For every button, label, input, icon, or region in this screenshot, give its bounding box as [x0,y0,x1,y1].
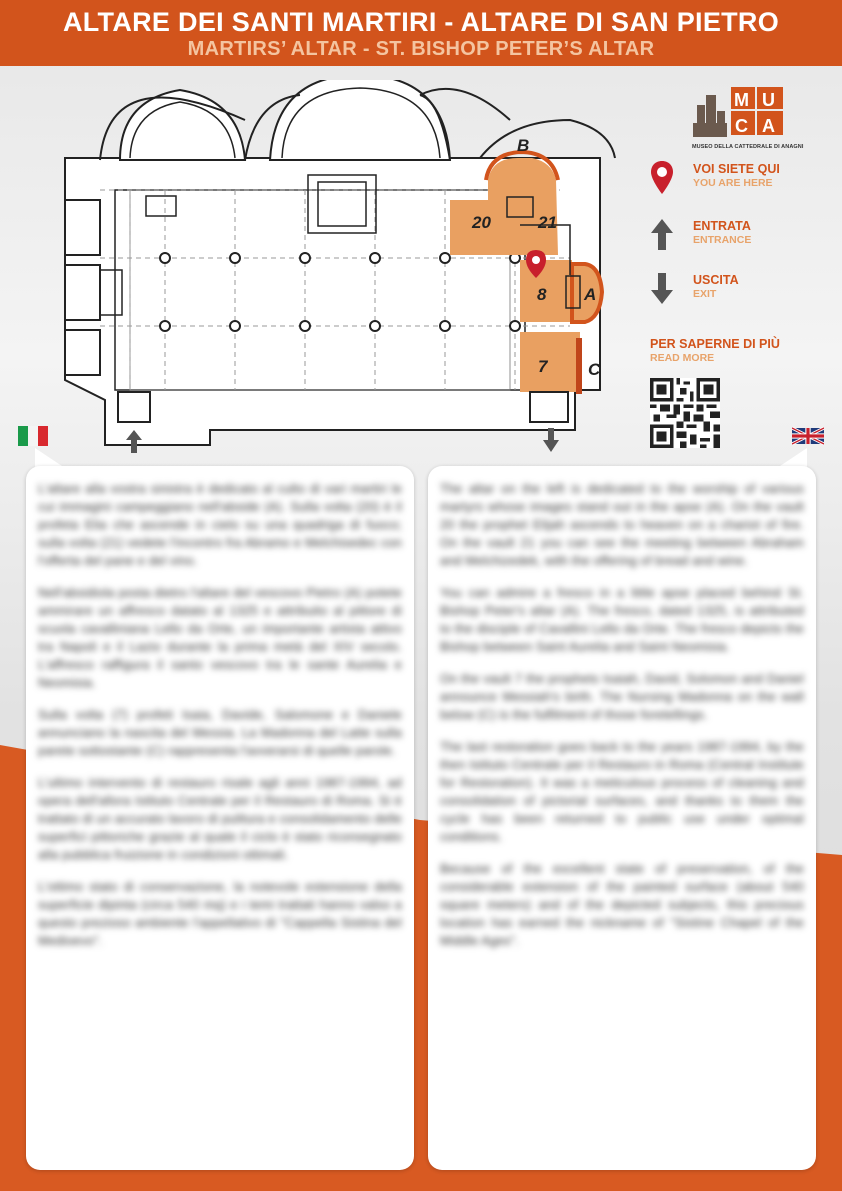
svg-text:U: U [762,90,775,110]
paragraph-it-1: L'altare alla vostra sinistra è dedicato al culto di vari martiri le cui immagini campeggiano nell'abside (A). Sulla volta (20) è il profeta Elia che ascende in cielo su una quadriga di fuoco; sulla volta (21) vedete l'incontro fra Abramo e Melchisedec con l'offerta del pane e del vino. [38,482,402,568]
plan-label-c: C [588,360,601,379]
legend-here-en: YOU ARE HERE [693,177,773,189]
italian-text-panel [26,466,414,1170]
legend-entrance-it: ENTRATA [693,219,751,233]
svg-text:M: M [734,90,749,110]
floor-plan [40,80,650,460]
qr-code[interactable] [650,378,720,448]
italian-flag-icon[interactable] [17,426,49,446]
exit-arrow-icon [543,428,559,452]
paragraph-en-3: On the vault 7 the prophets Isaiah, David, Solomon and Daniel announce Messiah's birth. The Nursing Madonna on the wall below (C) is the fulfilment of those foretellings. [440,672,804,722]
paragraph-it-2: Nell'absidiola posta dietro l'altare del vescovo Pietro (A) potete ammirare un affresco datato al 1325 e attribuito al pittore di scuola cavalliniana Lello da Orte, un importante artista attivo tra Napoli e il Lazio durante la prima metà del XIV secolo. L'affresco raffigura il santo vescovo tra le sante Aurelia e Neomisia. [38,586,402,690]
plan-label-7: 7 [538,357,548,376]
plan-label-21: 21 [538,213,557,232]
paragraph-it-3: Sulla volta (7) profeti Isaia, Davide, Salomone e Daniele annunciano la nascita del Messia. La Madonna del Latte sulla parete sottostante (C) rappresenta l'avverarsi di quelle parole. [38,708,402,758]
plan-label-20: 20 [472,213,491,232]
paragraph-en-5: Because of the excellent state of preservation, of the considerable extension of the painted surface (about 540 square meters) and of the depicted subjects, this precious location has earned the nickname of "Sistine Chapel of the Middle Ages". [440,862,804,948]
plan-label-a: A [584,285,597,304]
svg-text:C: C [735,116,748,136]
legend-here-it: VOI SIETE QUI [693,162,780,176]
plan-label-8: 8 [537,285,547,304]
title-italian: ALTARE DEI SANTI MARTIRI - ALTARE DI SAN PIETRO [62,7,780,37]
legend-exit-it: USCITA [693,273,739,287]
svg-text:A: A [762,116,775,136]
paragraph-it-4: L'ultimo intervento di restauro risale agli anni 1987-1994, ad opera dell'allora Istituto Centrale per il Restauro di Roma. Si è trattato di un accurato lavoro di pulitura e consolidamento delle superfici pittoriche grazie al quale il ciclo è stato riconsegnato alla pubblica fruizione in condizioni ottimali. [38,776,402,862]
panel-tip-right [767,448,807,468]
paragraph-en-2: You can admire a fresco in a little apse placed behind St. Bishop Peter's altar (A). The fresco, dated 1325, is attributed to the disciple of Cavallini Lello da Orte. The fresco depicts the Bishop between Saint Aurelia and Saint Neomisia. [440,586,804,654]
uk-flag-icon[interactable] [792,426,824,446]
paragraph-en-4: The last restoration goes back to the years 1987-1994, by the then Istituto Centrale per il Restauro in Roma (Central Institute for Restoration). It was a meticulous process of cleaning and consolidation of pictorial surfaces, and thanks to them the cycle has been returned to public use under optimal conditions. [440,740,804,844]
logo-subtitle: MUSEO DELLA CATTEDRALE DI ANAGNI [692,144,804,150]
paragraph-it-5: L'ottimo stato di conservazione, la notevole estensione della superficie dipinta (circa 540 mq) e i temi trattati hanno valso a questo prezioso ambiente l'appellativo di "Cappella Sistina del Medioevo". [38,880,402,948]
readmore-en: READ MORE [650,352,715,364]
paragraph-en-1: The altar on the left is dedicated to the worship of various martyrs whose images stand out in the apse (A). On the vault 20 the prophet Elijah ascends to heaven on a chariot of fire. On the vault 21 you can see the meeting between Abraham and Melchizedek, with the offering of bread and wine. [440,482,804,568]
read-more-block [650,337,780,365]
english-text-panel [428,466,816,1170]
legend-exit-en: EXIT [693,288,717,300]
title-bar [0,0,842,66]
legend-entrance-en: ENTRANCE [693,234,752,246]
arrow-up-icon [650,217,674,253]
muca-logo [693,83,787,145]
title-english: MARTIRS’ ALTAR - ST. BISHOP PETER’S ALTAR [187,38,655,60]
panel-tip-left [35,448,75,468]
location-pin-icon [650,160,674,196]
arrow-down-icon [650,271,674,307]
plan-label-b: B [517,136,530,155]
readmore-it: PER SAPERNE DI PIÙ [650,337,780,351]
